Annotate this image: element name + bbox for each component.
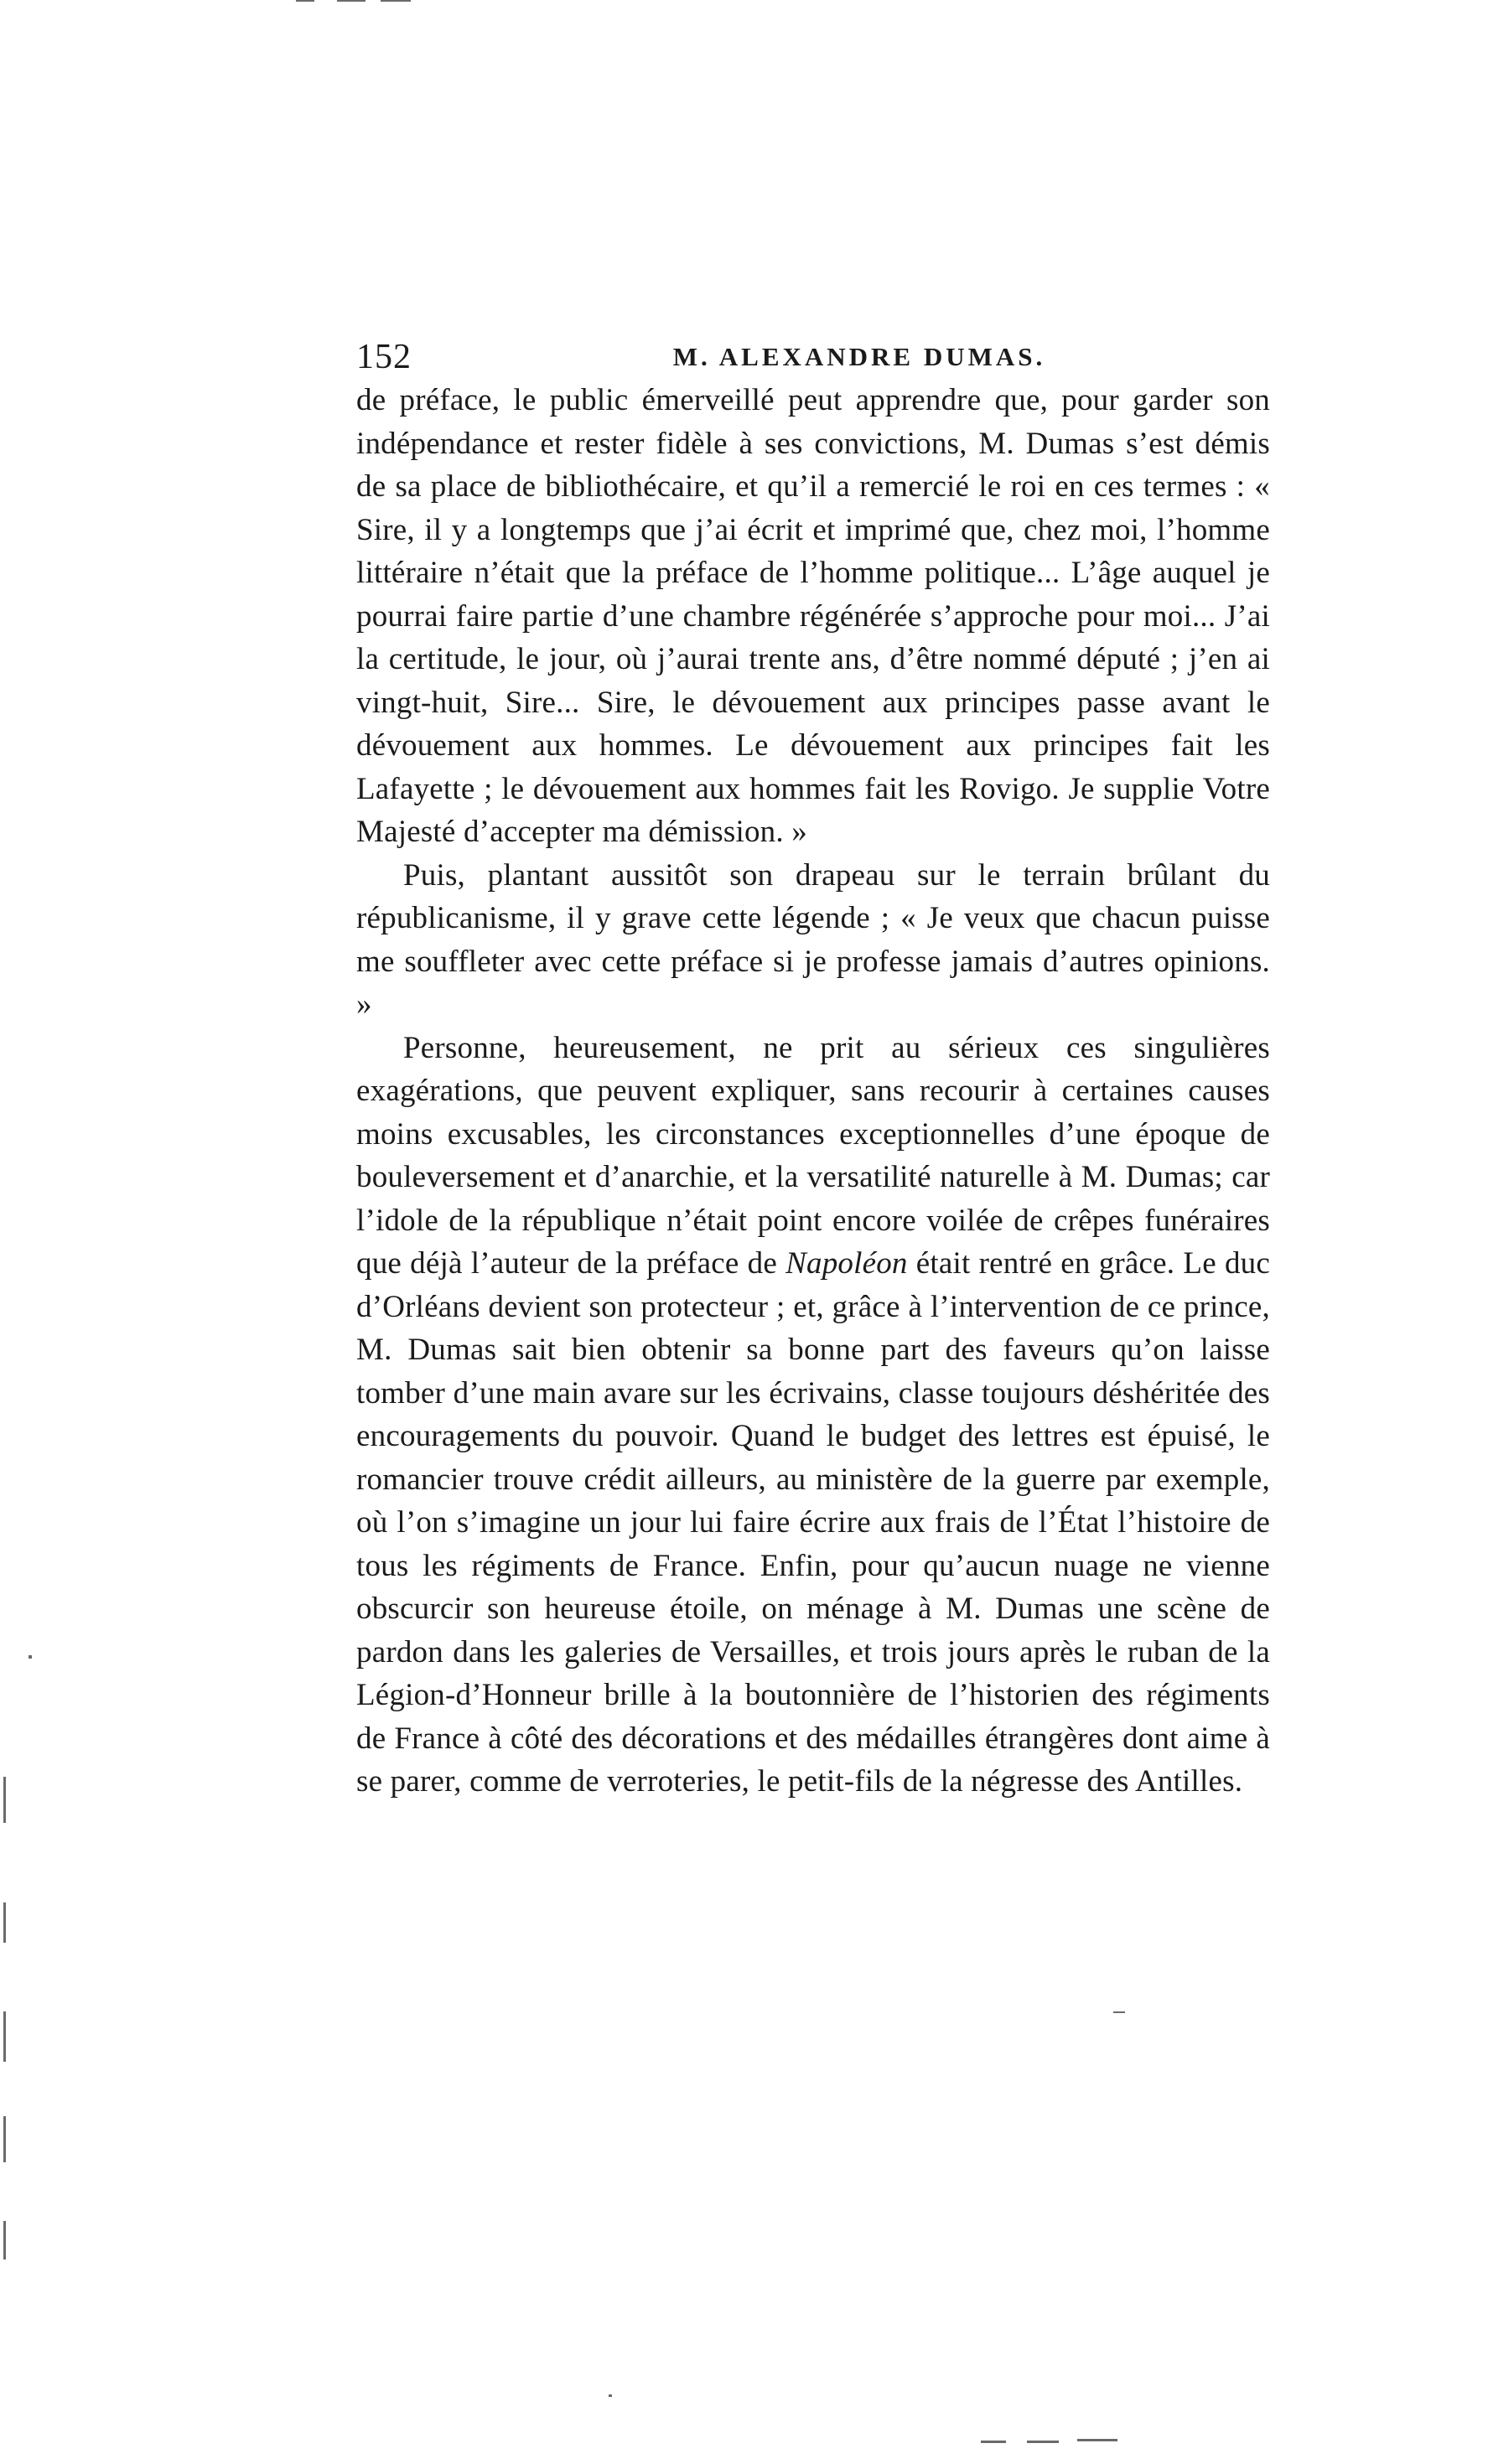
scan-artifact bbox=[1113, 2011, 1125, 2013]
running-title: M. ALEXANDRE DUMAS. bbox=[672, 342, 1046, 371]
scan-artifact bbox=[3, 2011, 6, 2062]
body-text bbox=[356, 379, 1270, 1804]
page-number: 152 bbox=[356, 338, 412, 376]
scan-artifact bbox=[609, 2394, 612, 2397]
scan-artifact bbox=[1027, 2441, 1059, 2443]
scan-artifact bbox=[3, 1902, 6, 1943]
scan-artifact bbox=[981, 2441, 1006, 2443]
paragraph bbox=[356, 1027, 1270, 1804]
paragraph-text: Puis, plantant aussitôt son drapeau sur le terrain brûlant du républicanisme, il y grave cette légende ; « Je veux que chacun puisse me souffleter avec cette préface si je professe jamais d’autres opinions. » bbox=[356, 857, 1270, 1022]
page-header bbox=[356, 334, 1270, 384]
paragraph-text: était rentré en grâce. Le duc d’Orléans devient son protecteur ; et, grâce à l’intervention de ce prince, M. Dumas sait bien obtenir sa bonne part des faveurs qu’on laisse tomber d’une main avare sur les écrivains, classe toujours déshéritée des encouragements du pouvoir. Quand le budget des lettres est épuisé, le romancier trouve crédit ailleurs, au ministère de la guerre par exemple, où l’on s’imagine un jour lui faire écrire aux frais de l’État l’histoire de tous les régiments de France. Enfin, pour qu’aucun nuage ne vienne obscurcir son heureuse étoile, on ménage à M. Dumas une scène de pardon dans les galeries de Versailles, et trois jours après le ruban de la Légion-d’Honneur brille à la boutonnière de l’historien des régiments de France à côté des décorations et des médailles étrangères dont aime à se parer, comme de verroteries, le petit-fils de la négresse des Antilles. bbox=[356, 1246, 1270, 1799]
scan-artifact bbox=[3, 2221, 6, 2260]
italic-title: Napoléon bbox=[785, 1246, 908, 1281]
scan-artifact bbox=[337, 0, 366, 2]
scan-artifact bbox=[29, 1655, 32, 1659]
scan-artifact bbox=[381, 0, 411, 2]
scan-artifact bbox=[296, 0, 314, 2]
paragraph bbox=[356, 379, 1270, 854]
paragraph-text: de préface, le public émerveillé peut apprendre que, pour garder son indépendance et rester fidèle à ses convictions, M. Dumas s’est démis de sa place de bibliothécaire, et qu’il a remercié le roi en ces termes : « Sire, il y a longtemps que j’ai écrit et imprimé que, chez moi, l’homme littéraire n’était que la préface de l’homme politique... L’âge auquel je pourrai faire partie d’une chambre régénérée s’approche pour moi... J’ai la certitude, le jour, où j’aurai trente ans, d’être nommé député ; j’en ai vingt-huit, Sire... Sire, le dévouement aux principes passe avant le dévouement aux hommes. Le dévouement aux principes fait les Lafayette ; le dévouement aux hommes fait les Rovigo. Je supplie Votre Majesté d’accepter ma démission. » bbox=[356, 383, 1270, 849]
paragraph bbox=[356, 854, 1270, 1027]
scan-artifact bbox=[1077, 2439, 1117, 2441]
scan-artifact bbox=[3, 2116, 6, 2162]
paragraph-text: Personne, heureusement, ne prit au sérieux ces singulières exagérations, que peuvent expliquer, sans recourir à certaines causes moins excusables, les circonstances exceptionnelles d’une époque de bouleversement et d’anarchie, et la versatilité naturelle à M. Dumas; car l’idole de la république n’était point encore voilée de crêpes funéraires que déjà l’auteur de la préface de bbox=[356, 1030, 1270, 1281]
scan-artifact bbox=[3, 1777, 6, 1823]
